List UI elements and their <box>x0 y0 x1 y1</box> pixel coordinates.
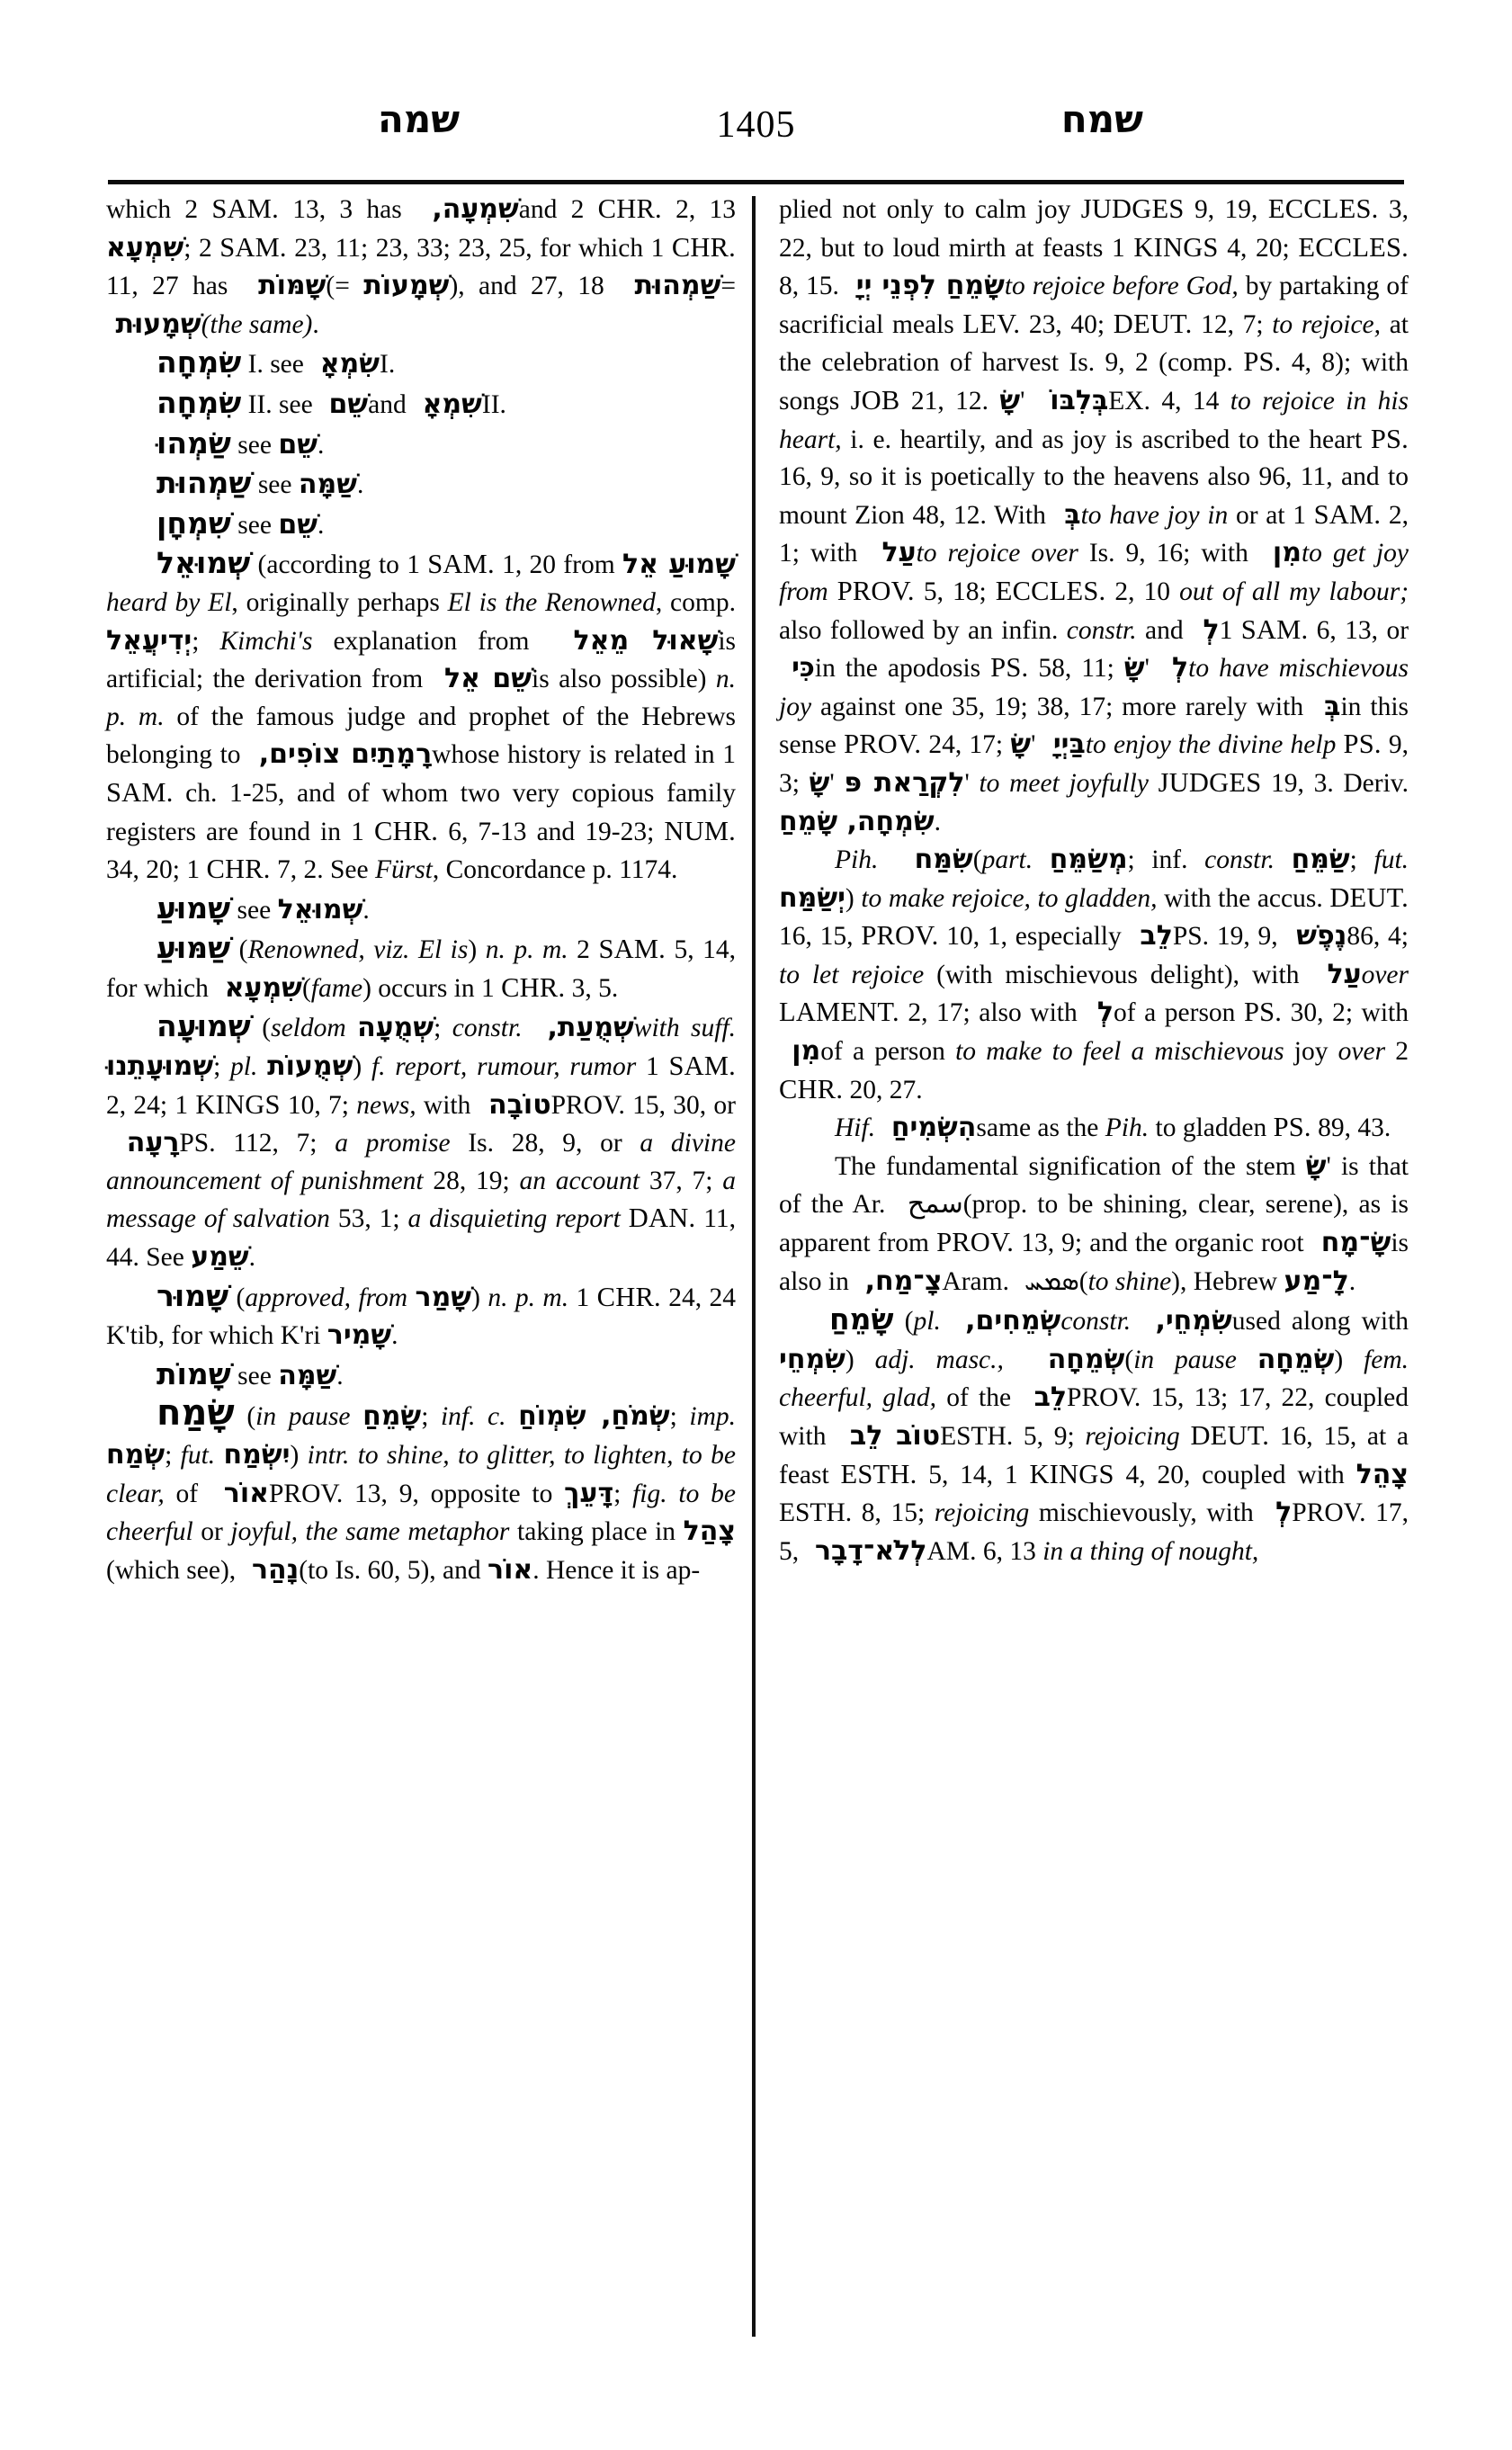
scripture-reference: PROV. <box>861 920 939 952</box>
headword: שִׂמְחָה <box>157 344 242 380</box>
scripture-reference: PROV. <box>844 729 922 760</box>
hebrew-word: שַׁמְהוּת <box>618 270 721 302</box>
hebrew-word: נָהַר <box>242 1553 300 1586</box>
left-column <box>106 191 736 1589</box>
hebrew-word: שָׂ <box>999 384 1021 416</box>
scripture-reference: SAM. <box>219 231 287 263</box>
gloss-text: to make to feel a mischievous <box>955 1037 1284 1067</box>
dictionary-entry <box>106 425 736 465</box>
hebrew-word: לְ <box>1191 613 1220 646</box>
hebrew-word: כִּי <box>779 652 815 684</box>
headword: שְׁמוּעָה <box>157 1008 251 1044</box>
hebrew-word: לְ <box>1159 652 1189 684</box>
paragraph-continuation <box>106 191 736 344</box>
paragraph-text: Pih. שִׂמַּח (part. מְשַׂמֵּחַ; inf. constr. שַׂמֵּחַ; fut. יְשַׂמַּח) to make rejoice, to gladden, with the accus. DEUT. 16, 15, PROV. 10, 1, especially לֵב PS. 19, 9, נֶפֶשׁ 86, 4; to let rejoice (with mischievous delight), with עַל over LAMENT. 2, 17; also with לְ of a person PS. 30, 2; with מִן of a person to make to feel a mischievous joy over 2 CHR. 20, 27. <box>779 844 1409 1104</box>
paragraph-continuation <box>779 191 1409 841</box>
conjugation-paragraph-piel <box>779 841 1409 1109</box>
scripture-reference: ECCLES. <box>995 575 1106 606</box>
scripture-reference: SAM. <box>106 776 174 808</box>
hebrew-word: שֵׁם <box>278 428 318 460</box>
headword: שַׁמְהוּת <box>157 465 252 501</box>
headword: שָׂמֵחַ <box>829 1301 894 1337</box>
scripture-reference: JUDGES <box>1080 193 1185 224</box>
hebrew-word: שִׁמְאָ <box>413 388 482 420</box>
hebrew-word: שָׂ <box>1305 1149 1327 1182</box>
entry-body: (according to 1 SAM. 1, 20 from שָׁמוּעַ אֵל heard by El, originally perhaps El is the Renowned, comp. יְדִיעֲאֵל; Kimchi's explanation from שָׁאוּל מֵאֵל is artificial; the derivation from שֵׁם אֵל is also possible) n. p. m. of the famous judge and prophet of the Hebrews belonging to רָמָתַיִם צוֹפִים, whose history is related in 1 SAM. ch. 1-25, and of whom two very copious family registers are found in 1 CHR. 6, 7-13 and 19-23; NUM. 34, 20; 1 CHR. 7, 2. See Fürst, Concordance p. 1174. <box>106 549 737 885</box>
hebrew-word: שִׂמְחֵי <box>779 1343 845 1375</box>
gloss-text: fem. cheerful, glad, <box>779 1345 1409 1413</box>
hebrew-word: שְׂמַח <box>106 1439 166 1471</box>
scripture-reference: ECCLES. <box>1298 231 1409 263</box>
gloss-text: to meet joyfully <box>979 768 1149 798</box>
gloss-text: to rejoice <box>1272 309 1374 339</box>
headword: שַׂמְהוּ <box>157 425 231 460</box>
scripture-reference: DAN. <box>628 1203 696 1234</box>
dictionary-entry <box>106 505 736 545</box>
gloss-text: over <box>1031 539 1078 568</box>
paragraph-text: plied not only to calm joy JUDGES 9, 19, ECCLES. 3, 22, but to loud mirth at feasts 1 KINGS 4, 20; ECCLES. 8, 15. שָׂמֵחַ לִפְנֵי יְיָ to rejoice before God, by partaking of sacrificial meals LEV. 23, 40; DEUT. 12, 7; to rejoice, at the celebration of harvest Is. 9, 2 (comp. PS. 4, 8); with songs JOB 21, 12. שָׂ' בְּלִבּוֹ EX. 4, 14 to rejoice in his heart, i. e. heartily, and as joy is ascribed to the heart PS. 16, 9, so it is poetically to the heavens also 96, 11, and to mount Zion 48, 12. With בְּ to have joy in or at 1 SAM. 2, 1; with עַל to rejoice over Is. 9, 16; with מִן to get joy from PROV. 5, 18; ECCLES. 2, 10 out of all my labour; also followed by an infin. constr. and לְ 1 SAM. 6, 13, or כִּי in the apodosis PS. 58, 11; שָׂ' לְ to have mischievous joy against one 35, 19; 38, 17; more rarely with בְּ in this sense PROV. 24, 17; שָׂ' בַּיְיָ to enjoy the divine help PS. 9, 3; שָׂ' לִקְרַאת פּ' to meet joyfully JUDGES 19, 3. Deriv. שִׂמְחָה, שָׂמֵחַ. <box>779 193 1409 837</box>
gloss-text: approved, from <box>245 1283 408 1312</box>
gloss-text: with suff. <box>633 1014 737 1043</box>
gloss-text: a promise <box>335 1129 451 1158</box>
entry-body: I. see שִׂמְאָ I. <box>241 348 396 380</box>
hebrew-word: מִן <box>1258 537 1302 569</box>
scripture-reference: CHR. <box>779 1073 844 1104</box>
hebrew-word: לְ <box>1086 997 1114 1029</box>
hebrew-word: שֵׁם אֵל <box>432 663 532 695</box>
scripture-reference: LAMENT. <box>779 997 899 1028</box>
gloss-text: in pause <box>1133 1345 1237 1374</box>
hebrew-word: לְ <box>1263 1497 1293 1529</box>
gloss-text: inf. c. <box>440 1402 506 1432</box>
scripture-reference: PROV. <box>837 575 915 606</box>
gloss-text: fut. <box>1373 845 1409 875</box>
hebrew-word: יִשְׂמַח <box>223 1439 291 1471</box>
hebrew-word: שָׂ <box>809 766 830 799</box>
hebrew-word: אוֹר <box>209 1477 269 1509</box>
scripture-reference: PROV. <box>936 1227 1015 1258</box>
hebrew-word: שְׁמוּעָתֵנוּ <box>106 1051 214 1083</box>
scripture-reference: ESTH. <box>840 1458 917 1489</box>
hebrew-word: שְׁמָעוּת <box>106 308 201 340</box>
hebrew-word: לָ־מַע <box>1284 1265 1349 1297</box>
hebrew-word: רָמָתַיִם צוֹפִים, <box>248 738 433 771</box>
hebrew-word: שְׁמֻעַת, <box>533 1012 634 1044</box>
page-number: 1405 <box>716 104 796 146</box>
headword: שָׂמַח <box>157 1392 235 1435</box>
hebrew-word: אוֹר <box>488 1553 533 1586</box>
hebrew-word: עַל <box>868 537 917 569</box>
gloss-text: Renowned, viz. El is <box>247 935 469 965</box>
gloss-text: to have mischievous joy <box>779 654 1409 721</box>
hebrew-word: לִקְרַאת פּ <box>844 766 965 799</box>
gloss-text: fig. to be cheerful <box>106 1479 736 1547</box>
dictionary-entry <box>106 890 736 930</box>
scripture-reference: PS. <box>1343 729 1382 760</box>
hebrew-word: שָׂמֵחַ לִפְנֵי יְיָ <box>845 270 1005 302</box>
scripture-reference: CHR. <box>501 971 566 1003</box>
entry-body: (approved, from שָׁמַר) n. p. m. 1 CHR. 24, 24 K'tib, for which K'ri שָׁמִיר. <box>106 1281 737 1352</box>
entry-body: see שַׁמָּה. <box>251 469 364 501</box>
scripture-reference: CHR. <box>596 1281 661 1312</box>
hebrew-word: בְּלִבּוֹ <box>1035 384 1109 416</box>
hebrew-word: שָׁמוּעַ אֵל <box>622 549 737 581</box>
gloss-text: in pause <box>255 1402 351 1432</box>
gloss-text: to rejoice, <box>1272 309 1382 339</box>
running-head-right-word: שמח <box>1060 97 1143 141</box>
scripture-reference: SAM. <box>211 193 279 224</box>
headword: שָׁמוּעַ <box>157 890 231 925</box>
gloss-text: pl. <box>913 1307 941 1337</box>
entry-body: see שְׁמוּאֵל. <box>230 893 370 925</box>
hebrew-word: שִׂמְאָ <box>310 348 380 380</box>
scripture-reference: KINGS <box>1133 231 1219 263</box>
gloss-text: El is the Renowned <box>447 587 656 617</box>
headword: שְׁמוּאֵל <box>157 545 251 581</box>
hebrew-word: שַׁמָּה <box>278 1359 337 1391</box>
dictionary-entry <box>106 384 736 425</box>
gloss-text: to rejoice <box>1004 272 1105 301</box>
scripture-reference: DEUT. <box>1113 308 1193 339</box>
gloss-text: to rejoice <box>1230 386 1335 416</box>
column-divider <box>752 196 756 2337</box>
hebrew-word: שְׂמֵחָה <box>1257 1343 1335 1375</box>
hebrew-word: נֶפֶשׁ <box>1285 920 1347 952</box>
scripture-reference: DEUT. <box>1329 881 1409 913</box>
scripture-reference: PS. <box>1243 346 1282 378</box>
conjugation-paragraph-hiphil <box>779 1109 1409 1148</box>
gloss-text: intr. to shine, to glitter, to lighten, to be clear, <box>106 1441 737 1508</box>
hebrew-word: יְשַׂמַּח <box>779 881 845 914</box>
gloss-text: constr. <box>452 1014 523 1043</box>
hebrew-word: שְׁמוּאֵל <box>277 893 363 925</box>
scripture-reference: JUDGES <box>1158 766 1262 798</box>
scripture-reference: DEUT. <box>1190 1420 1270 1451</box>
scripture-reference: LEV. <box>962 308 1021 339</box>
gloss-text: a disquieting report <box>407 1204 621 1234</box>
running-head-left-word: שמה <box>378 97 461 141</box>
dictionary-entry-main <box>106 1392 737 1589</box>
gloss-text: constr. <box>1204 845 1275 875</box>
scripture-reference: PS. <box>1273 1112 1311 1143</box>
hebrew-word: שְׂמֵחָה <box>1024 1343 1125 1375</box>
hebrew-word: שָׁמִיר <box>327 1319 392 1352</box>
gloss-text: rumour, rumor <box>477 1052 637 1082</box>
dictionary-entry <box>106 1355 736 1396</box>
dictionary-entry <box>106 1007 736 1276</box>
gloss-text: rejoicing <box>934 1498 1030 1528</box>
scripture-reference: JOB <box>850 384 900 416</box>
entry-body: (Renowned, viz. El is) n. p. m. 2 SAM. 5, 14, for which שִׁמְעָא (fame) occurs in 1 CHR. 3, 5. <box>106 934 737 1004</box>
etymology-paragraph <box>779 1148 1409 1301</box>
hebrew-word: דָּעֵךְ <box>564 1477 614 1509</box>
entry-body: see שֵׁם. <box>230 508 325 541</box>
gloss-text: a message of salvation <box>106 1166 736 1234</box>
gloss-text: seldom <box>271 1014 346 1043</box>
hebrew-word: לֵב <box>1021 1381 1068 1414</box>
gloss-text: to rejoice before God, <box>1004 272 1239 301</box>
hebrew-word: בְּ <box>1312 690 1341 722</box>
gloss-text: pl. <box>230 1052 258 1082</box>
entry-body: (seldom שְׁמֻעָה; constr. שְׁמֻעַת, with suff. שְׁמוּעָתֵנוּ; pl. שְׁמֻעוֹת) f. report, rumour, rumor 1 SAM. 2, 24; 1 KINGS 10, 7; news, with טוֹבָה PROV. 15, 30, or רָעָה PS. 112, 7; a promise Is. 28, 9, or a divine announcement of punishment 28, 19; an account 37, 7; a message of salvation 53, 1; a disquieting report DAN. 11, 44. See שֵׁמַע. <box>106 1012 737 1274</box>
hebrew-word: שְׁמֻעָה <box>357 1012 434 1044</box>
gloss-text: constr. <box>1060 1307 1132 1337</box>
gloss-text: Pih. <box>1105 1113 1150 1143</box>
dictionary-entry <box>106 1277 736 1355</box>
gloss-text: to shine <box>1087 1266 1172 1296</box>
gloss-text: in a thing of nought, <box>1042 1536 1259 1566</box>
hebrew-word: שֵׁם <box>278 508 318 541</box>
hebrew-word: מְשַׂמֵּחַ <box>1049 844 1128 876</box>
hebrew-word: שְׂמֹחַ, שִׂמְוֹחַ <box>518 1400 670 1433</box>
hebrew-word: שִׂמַּח <box>894 844 973 876</box>
hebrew-word: שָׂ־מָח <box>1311 1227 1391 1259</box>
hebrew-word: שָׂ <box>1123 652 1145 684</box>
gloss-text: n. p. m. <box>485 935 568 965</box>
paragraph-text: which 2 SAM. 13, 3 has שִׁמְעָה, and 2 CHR. 2, 13 שִׁמְעָא; 2 SAM. 23, 11; 23, 33; 23, 25, for which 1 CHR. 11, 27 has שָׁמּוֹת (= שְׁמָעוֹת), and 27, 18 שַׁמְהוּת = שְׁמָעוּת (the same). <box>106 193 736 340</box>
hebrew-word: מִן <box>779 1035 821 1068</box>
running-head <box>108 97 1404 171</box>
gloss-text: to have joy in <box>1080 500 1229 530</box>
scripture-reference: SAM. <box>1313 498 1382 530</box>
gloss-text: Pih. <box>835 845 879 875</box>
gloss-text: to rejoice <box>916 539 1021 568</box>
hebrew-word: רָעָה <box>106 1127 180 1159</box>
gloss-text: an account <box>519 1166 640 1195</box>
hebrew-word: שִׁמְעָה, <box>416 193 519 225</box>
scripture-reference: SAM. <box>1240 613 1309 645</box>
hebrew-word: שָׂמֵחַ <box>362 1400 422 1433</box>
gloss-text: imp. <box>689 1402 736 1432</box>
hebrew-word: שַׂמֵּחַ <box>1291 844 1350 876</box>
hebrew-word: לֵב <box>1129 920 1173 952</box>
hebrew-word: שֵׁם <box>319 388 369 420</box>
dictionary-entry <box>106 344 736 384</box>
hebrew-word: צָהַל <box>683 1516 736 1548</box>
gloss-text: to rejoice in his heart, <box>779 386 1409 454</box>
hebrew-word: צָ־מַח, <box>855 1265 943 1297</box>
dictionary-entry <box>106 544 736 889</box>
gloss-text: a divine announcement of punishment <box>106 1129 736 1195</box>
headword: שַׁמּוּעַ <box>157 930 231 966</box>
gloss-text <box>914 1307 941 1336</box>
gloss-text: rejoicing <box>1085 1422 1180 1451</box>
scripture-reference: KINGS <box>1029 1458 1114 1489</box>
hebrew-word: שְׂמֵחִים, <box>951 1305 1061 1337</box>
gloss-text: f. report, <box>371 1052 468 1082</box>
paragraph-text: The fundamental signification of the stem שָׂ' is that of the Ar. سمح (prop. to be shining, clear, serene), as is apparent from PROV. 13, 9; and the organic root שָׂ־מָח is also in צָ־מַח, Aram. ܣܡܚ (to shine), Hebrew לָ־מַע. <box>779 1149 1409 1297</box>
header-rule <box>108 180 1404 184</box>
hebrew-word: שָׁאוּל מֵאֵל <box>550 624 719 657</box>
hebrew-word: שָׁמּוֹת <box>241 270 327 302</box>
hebrew-word: שִׂמְחָה, שָׂמֵחַ <box>779 805 935 837</box>
hebrew-word: שִׁמְעָא <box>106 231 184 264</box>
right-column <box>779 191 1409 1570</box>
headword: שִׁמְחָן <box>157 505 231 541</box>
text-columns <box>106 191 1409 2349</box>
entry-body: (in pause שָׂמֵחַ; inf. c. שְׂמֹחַ, שִׂמְוֹחַ; imp. שְׂמַח; fut. יִשְׂמַח) intr. to shine, to glitter, to lighten, to be clear, of אוֹר PROV. 13, 9, opposite to דָּעֵךְ; fig. to be cheerful or joyful, the same metaphor taking place in צָהַל (which see), נָהַר (to Is. 60, 5), and אוֹר. Hence it is ap- <box>106 1400 737 1586</box>
scripture-reference: NUM. <box>664 815 736 846</box>
gloss-text: part. <box>981 845 1033 875</box>
entry-body: (pl. שְׂמֵחִים, constr. שִׂמְחֵי, used along with שִׂמְחֵי) adj. masc., שְׂמֵחָה (in pause שְׂמֵחָה) fem. cheerful, glad, of the לֵב PROV. 15, 13; 17, 22, coupled with טוֹב לֵב ESTH. 5, 9; rejoicing DEUT. 16, 15, at a feast ESTH. 5, 14, 1 KINGS 4, 20, coupled with צָהֵל ESTH. 8, 15; rejoicing mischievously, with לְ PROV. 17, 5, לְלֹא־דָבָר AM. 6, 13 in a thing of nought, <box>779 1305 1409 1567</box>
gloss-text: heard by El <box>106 587 232 617</box>
gloss-text: to let rejoice <box>779 960 925 989</box>
gloss-text: n. p. m. <box>488 1283 569 1312</box>
scripture-reference: SAM. <box>427 549 495 580</box>
hebrew-word: שַׁמָּה <box>298 469 357 501</box>
gloss-text: to shine <box>357 1441 443 1470</box>
hebrew-word: בְּ <box>1053 498 1081 531</box>
gloss-text: constr. <box>1066 615 1137 645</box>
entry-body: see שַׁמָּה. <box>230 1359 344 1391</box>
hebrew-word: עַל <box>1311 958 1362 990</box>
gloss-text: Fürst <box>374 855 433 885</box>
hebrew-word: שִׁמְעָא <box>215 971 302 1004</box>
gloss-text: to enjoy the divine help <box>1085 730 1337 760</box>
scripture-reference: CHR. <box>597 193 662 224</box>
scripture-reference: SAM. <box>668 1051 737 1082</box>
scripture-reference: SAM. <box>598 934 666 965</box>
entry-body: II. see שֵׁם and שִׁמְאָ II. <box>241 388 506 420</box>
gloss-text <box>230 1052 257 1081</box>
hebrew-word: יְדִיעֲאֵל <box>106 624 192 657</box>
hebrew-word: שֵׁמַע <box>191 1241 249 1274</box>
scripture-reference: PS. <box>1243 997 1283 1028</box>
hebrew-word: שְׁמֻעוֹת <box>267 1051 353 1083</box>
gloss-text: adj. masc., <box>874 1345 1004 1374</box>
headword: שִׂמְחָה <box>157 384 242 420</box>
paragraph-text: Hif. הִשְׂמִיחַ same as the Pih. to gladden PS. 89, 43. <box>835 1112 1391 1144</box>
scripture-reference: CHR. <box>373 815 439 846</box>
semitic-cognate-word: ܣܡܚ <box>1015 1265 1079 1297</box>
dictionary-entry <box>106 929 736 1007</box>
gloss-text: out of all my labour; <box>1179 577 1409 606</box>
headword: שָׁמוֹת <box>157 1355 231 1391</box>
gloss-text: to make rejoice, to gladden, <box>861 883 1158 913</box>
hebrew-word: שְׁמָעוֹת <box>363 270 450 302</box>
hebrew-word: בַּיְיָ <box>1042 729 1086 761</box>
dictionary-entry <box>106 464 736 505</box>
hebrew-word: לְלֹא־דָבָר <box>805 1534 927 1567</box>
hebrew-word: טוֹב לֵב <box>837 1420 941 1452</box>
gloss-text: fame <box>310 973 363 1003</box>
gloss-text: fut. <box>180 1441 216 1470</box>
gloss-text: n. p. m. <box>106 665 736 731</box>
scripture-reference: PS. <box>990 652 1029 684</box>
hebrew-word: צָהֵל <box>1355 1458 1409 1490</box>
gloss-text: Hif. <box>835 1113 876 1143</box>
entry-body: see שֵׁם. <box>230 428 325 460</box>
gloss-text: (the same) <box>201 309 313 339</box>
gloss-text: Kimchi's <box>219 626 313 656</box>
scripture-reference: CHR. <box>206 854 271 885</box>
gloss-text: joyful, the same metaphor <box>230 1517 510 1547</box>
gloss-text: news, <box>356 1090 416 1120</box>
gloss-text: to get joy from <box>779 539 1409 606</box>
semitic-cognate-word: سمح <box>895 1188 963 1221</box>
dictionary-entry <box>779 1301 1409 1570</box>
scripture-reference: ECCLES. <box>1267 193 1379 224</box>
gloss-text: over <box>1361 960 1409 989</box>
hebrew-word: שָׁמַר <box>415 1281 472 1313</box>
gloss-text: over <box>1338 1037 1386 1067</box>
hebrew-word: שָׂ <box>1010 729 1032 761</box>
headword: שָׁמוּר <box>157 1277 229 1313</box>
scripture-reference: CHR. <box>671 231 736 263</box>
scripture-reference: PS. <box>1370 423 1409 454</box>
scripture-reference: KINGS <box>195 1088 281 1120</box>
hebrew-word: טוֹבָה <box>478 1088 551 1121</box>
hebrew-word: הִשְׂמִיחַ <box>881 1112 977 1144</box>
hebrew-word: שִׂמְחֵי, <box>1141 1305 1232 1337</box>
